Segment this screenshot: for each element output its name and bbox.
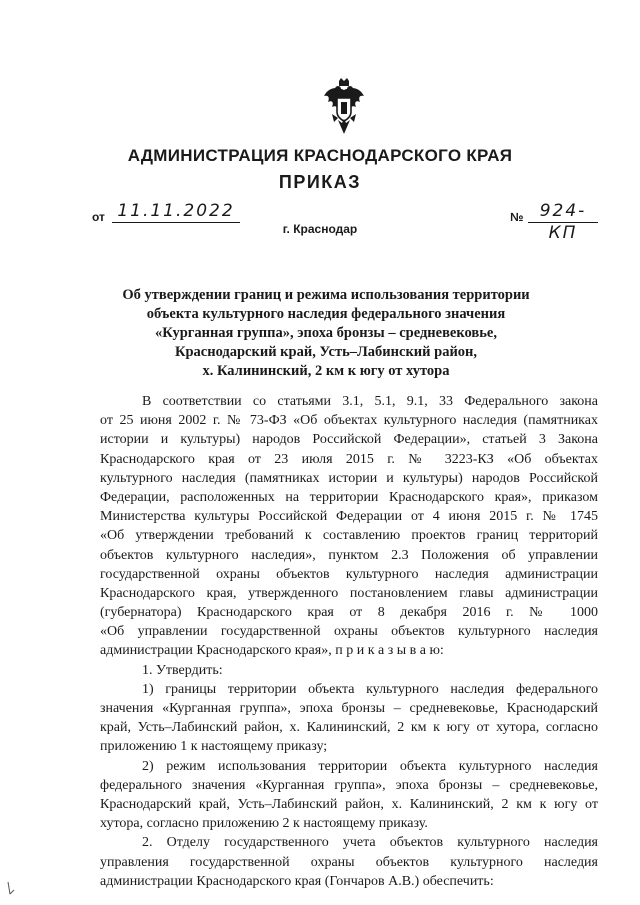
body-line: «Об утверждении требований к составлению проектов границ территорий [100, 528, 598, 544]
subject-line: «Курганная группа», эпоха бронзы – средневековье, [155, 325, 497, 341]
body-line: государственной охраны объектов культурного наследия администрации [100, 566, 598, 582]
order-subject [100, 286, 552, 381]
body-line: управления государственной охраны объектов культурного наследия [100, 854, 598, 870]
subject-line: Об утверждении границ и режима использования территории [122, 287, 530, 303]
body-line: объектов культурного наследия», пунктом 2.3 Положения об управлении [100, 547, 598, 563]
order-body-text [100, 392, 598, 891]
body-line: «Об управлении государственной охраны объектов культурного наследия [100, 624, 598, 640]
body-line: Краснодарского края от 23 июля 2015 г. № 3223-КЗ «Об объектах [100, 451, 598, 467]
body-line: Краснодарского края, утвержденного постановлением главы администрации [100, 585, 598, 601]
body-line: от 25 июня 2002 г. № 73-ФЗ «Об объектах культурного наследия (памятниках [100, 413, 598, 429]
number-prefix: № [510, 210, 524, 224]
body-line: истории и культуры) народов Российской Федерации», статьей 3 Закона [100, 432, 598, 448]
date-prefix: от [92, 210, 105, 224]
city-label: г. Краснодар [282, 222, 358, 236]
body-line: В соответствии со статьями 3.1, 5.1, 9.1, 33 Федерального закона [142, 394, 598, 409]
subject-line: Краснодарский край, Усть–Лабинский район, [174, 344, 478, 360]
body-line: 1) границы территории объекта культурного наследия федерального [142, 681, 598, 697]
body-line: 2) режим использования территории объекта культурного наследия [142, 758, 598, 774]
coat-of-arms-icon [322, 78, 366, 134]
body-line: Федерации, расположенных на территории Краснодарского края», приказом [100, 489, 598, 505]
margin-mark-icon [6, 880, 16, 896]
body-line: Министерства культуры Российской Федерации от 4 июня 2015 г. № 1745 [100, 509, 598, 525]
body-line: федерального значения «Курганная группа», эпоха бронзы – средневековье, [100, 777, 598, 793]
body-line: Краснодарский край, Усть–Лабинский район, х. Калининский, 2 км к югу от [100, 796, 598, 812]
body-line: 1. Утвердить: [142, 662, 223, 678]
subject-line: х. Калининский, 2 км к югу от хутора [202, 363, 450, 379]
body-line: хутора, согласно приложению 2 к настоящему приказу. [100, 816, 428, 832]
body-line: администрации Краснодарского края (Гончаров А.В.) обеспечить: [100, 873, 494, 889]
subject-line: объекта культурного наследия федерального значения [146, 306, 506, 322]
body-line: 2. Отделу государственного учета объектов культурного наследия [142, 835, 598, 851]
document-type-title: ПРИКАЗ [278, 172, 362, 192]
body-line: приложению 1 к настоящему приказу; [100, 739, 328, 755]
body-line: администрации Краснодарского края», п р и к а з ы в а ю: [100, 643, 444, 659]
body-line: (губернатора) Краснодарского края от 8 декабря 2016 г. № 1000 [100, 605, 598, 621]
organization-title: АДМИНИСТРАЦИЯ КРАСНОДАРСКОГО КРАЯ [127, 146, 513, 165]
body-line: край, Усть–Лабинский район, х. Калининский, 2 км к югу от хутора, согласно [100, 720, 598, 736]
body-line: значения «Курганная группа», эпоха бронзы – средневековье, Краснодарский [100, 701, 598, 716]
handwritten-date: 11.11.2022 [112, 200, 240, 223]
body-line: культурного наследия (памятниках истории и культуры) народов Российской [100, 470, 598, 486]
handwritten-number: 924-КП [528, 200, 598, 223]
